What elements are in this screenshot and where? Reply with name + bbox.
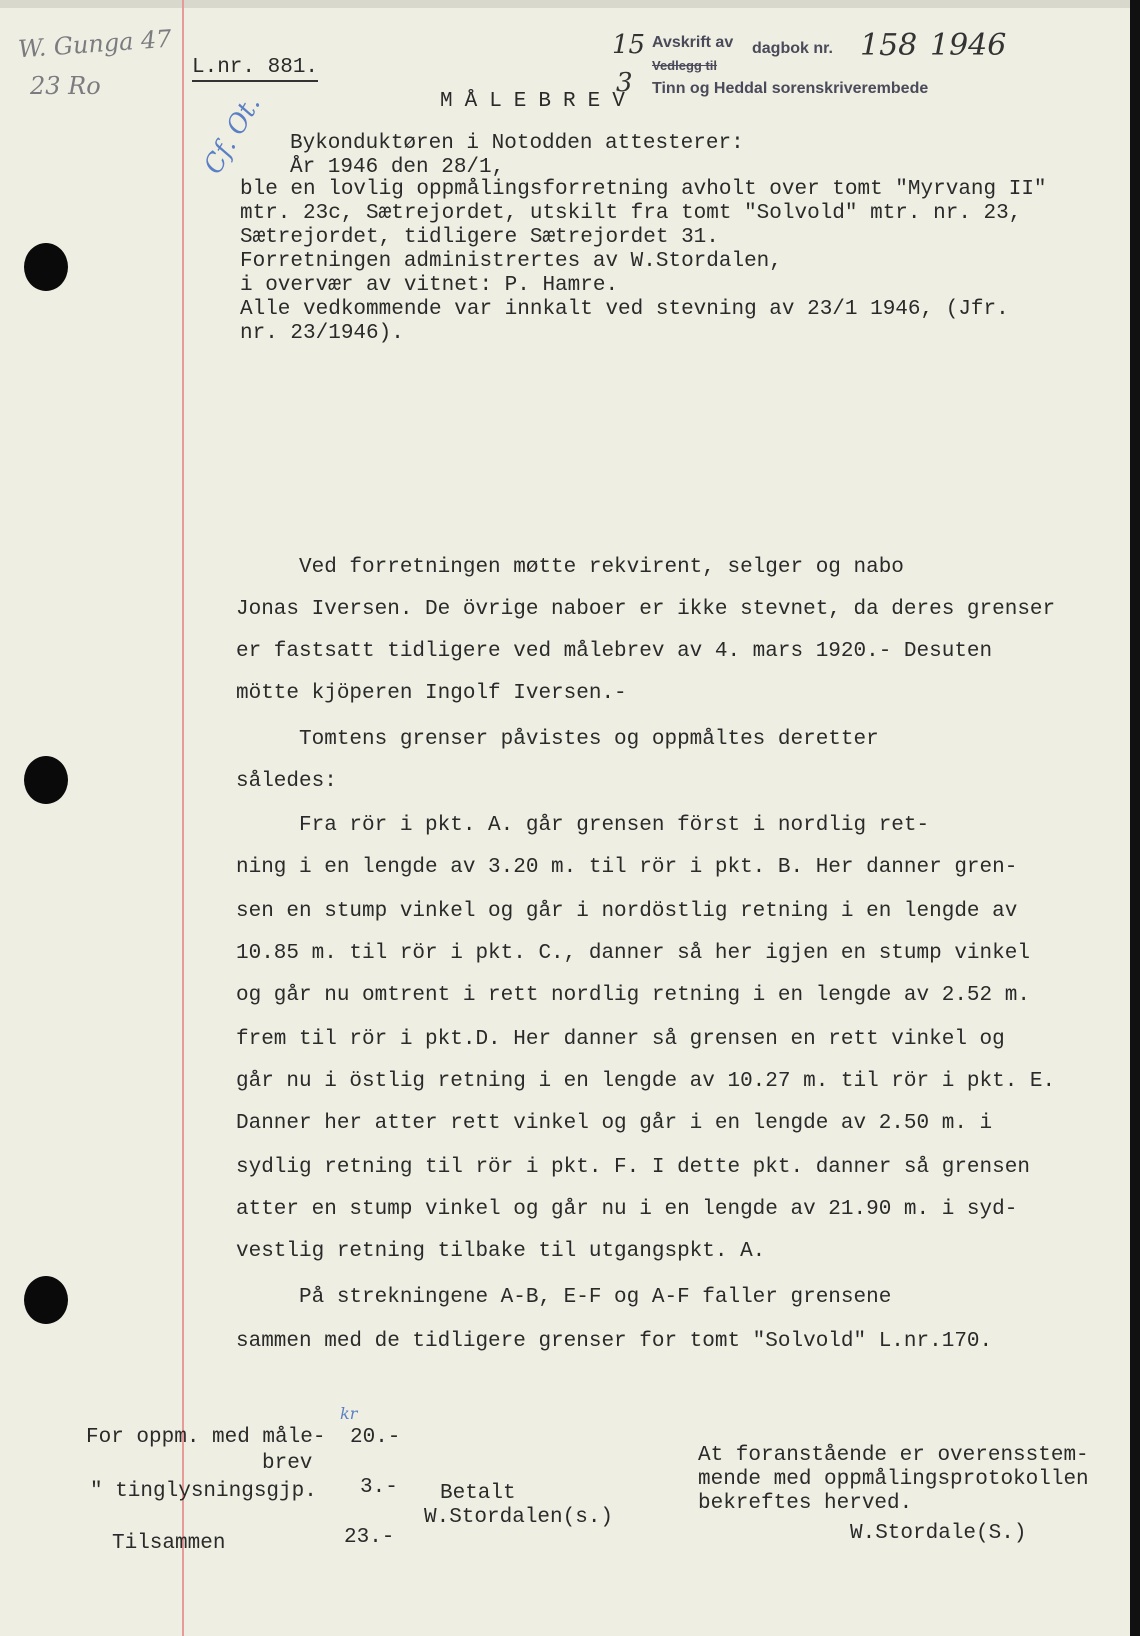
text-line: er fastsatt tidligere ved målebrev av 4. mars 1920.- Desuten <box>236 640 993 663</box>
stamp-month: 3 <box>616 68 633 98</box>
dagbok-number: 158 <box>860 28 918 63</box>
text-line: År 1946 den 28/1, <box>290 156 505 179</box>
text-line: i overvær av vitnet: P. Hamre. <box>240 274 619 297</box>
total-amount: 23.- <box>344 1526 395 1549</box>
text-line: Bykonduktøren i Notodden attesterer: <box>290 132 744 155</box>
text-line: mötte kjöperen Ingolf Iversen.- <box>236 682 627 705</box>
scan-top-edge <box>0 0 1140 8</box>
document-title: MÅLEBREV <box>440 90 637 113</box>
office-stamp: Tinn og Heddal sorenskriverembede <box>652 80 929 97</box>
fee-label: " tinglysningsgjp. <box>90 1480 317 1503</box>
paid-signature: W.Stordalen(s.) <box>424 1506 614 1529</box>
text-line: går nu i östlig retning i en lengde av 10.27 m. til rör i pkt. E. <box>236 1070 1056 1093</box>
text-line: sammen med de tidligere grenser for tomt "Solvold" L.nr.170. <box>236 1330 993 1353</box>
margin-note: W. Gunga 47 <box>17 24 173 64</box>
text-line: 10.85 m. til rör i pkt. C., danner så her igjen en stump vinkel <box>236 942 1030 965</box>
certification-signature: W.Stordale(S.) <box>850 1522 1027 1545</box>
stamp-dagbok: dagbok nr. <box>752 40 833 57</box>
punch-hole <box>24 1276 68 1324</box>
fee-label: For oppm. med måle- <box>86 1426 326 1449</box>
stamp-avskrift: Avskrift av <box>652 34 734 51</box>
margin-line <box>182 0 184 1636</box>
blue-annotation: Cf. Ot. <box>198 90 267 180</box>
text-line: ble en lovlig oppmålingsforretning avholt over tomt "Myrvang II" <box>240 178 1047 201</box>
certification-line: bekreftes herved. <box>698 1492 913 1515</box>
text-line: og går nu omtrent i rett nordlig retning i en lengde av 2.52 m. <box>236 984 1030 1007</box>
fee-amount: 20.- <box>350 1426 401 1449</box>
text-line: ning i en lengde av 3.20 m. til rör i pkt. B. Her danner gren- <box>236 856 1018 879</box>
certification-line: mende med oppmålingsprotokollen <box>698 1468 1089 1491</box>
text-line: Sætrejordet, tidligere Sætrejordet 31. <box>240 226 719 249</box>
text-line: sen en stump vinkel og går i nordöstlig retning i en lengde av <box>236 900 1018 923</box>
paid-label: Betalt <box>440 1482 516 1505</box>
lnr-number: L.nr. 881. <box>192 56 318 82</box>
text-line: nr. 23/1946). <box>240 322 404 345</box>
year: 1946 <box>930 28 1007 63</box>
stamp-vedlegg: Vedlegg til <box>652 58 718 73</box>
text-line: Alle vedkommende var innkalt ved stevning av 23/1 1946, (Jfr. <box>240 298 1009 321</box>
certification-line: At foranstående er overensstem- <box>698 1444 1089 1467</box>
text-line: Forretningen administrertes av W.Stordalen, <box>240 250 782 273</box>
punch-hole <box>24 756 68 804</box>
text-line: vestlig retning tilbake til utgangspkt. A. <box>236 1240 766 1263</box>
text-line: På strekningene A-B, E-F og A-F faller grensene <box>236 1286 892 1309</box>
text-line: Fra rör i pkt. A. går grensen först i nordlig ret- <box>236 814 930 837</box>
fee-amount: 3.- <box>360 1476 398 1499</box>
text-line: sydlig retning til rör i pkt. F. I dette pkt. danner så grensen <box>236 1156 1030 1179</box>
margin-note: 23 Ro <box>30 72 101 100</box>
text-line: atter en stump vinkel og går nu i en lengde av 21.90 m. i syd- <box>236 1198 1018 1221</box>
text-line: Ved forretningen møtte rekvirent, selger og nabo <box>236 556 904 579</box>
scan-right-edge <box>1130 0 1140 1636</box>
text-line: således: <box>236 770 337 793</box>
stamp-day: 15 <box>612 30 646 60</box>
text-line: frem til rör i pkt.D. Her danner så grensen en rett vinkel og <box>236 1028 1005 1051</box>
text-line: Jonas Iversen. De övrige naboer er ikke stevnet, da deres grenser <box>236 598 1056 621</box>
text-line: Tomtens grenser påvistes og oppmåltes deretter <box>236 728 879 751</box>
text-line: mtr. 23c, Sætrejordet, utskilt fra tomt "Solvold" mtr. nr. 23, <box>240 202 1022 225</box>
text-line: Danner her atter rett vinkel og går i en lengde av 2.50 m. i <box>236 1112 993 1135</box>
punch-hole <box>24 243 68 291</box>
total-label: Tilsammen <box>112 1532 226 1555</box>
fee-label-cont: brev <box>262 1452 313 1475</box>
kr-mark: kr <box>340 1404 358 1423</box>
